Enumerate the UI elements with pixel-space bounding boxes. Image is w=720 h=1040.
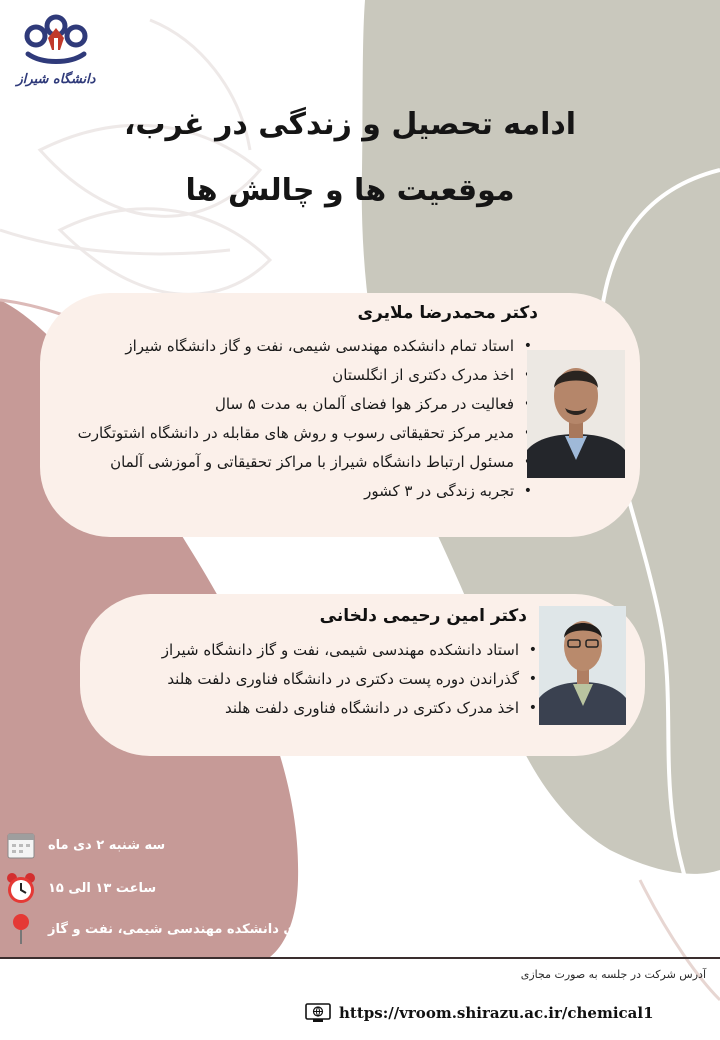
event-date-row <box>4 828 165 862</box>
list-item: • اخذ مدرک دکتری در دانشگاه فناوری دلفت هلند <box>162 694 541 723</box>
list-item: • استاد تمام دانشکده مهندسی شیمی، نفت و گاز دانشگاه شیراز <box>78 332 536 361</box>
event-time-row <box>4 871 156 905</box>
list-item: • استاد دانشکده مهندسی شیمی، نفت و گاز دانشگاه شیراز <box>162 636 541 665</box>
speaker-bullets <box>78 332 536 506</box>
logo-text: دانشگاه شیراز <box>16 72 96 87</box>
footer-divider <box>0 957 720 959</box>
web-icon <box>305 1003 331 1023</box>
speaker-name: دکتر امین رحیمی دلخانی <box>319 606 527 626</box>
title-line-2: موقعیت ها و چالش ها <box>185 173 515 208</box>
event-date: سه شنبه ۲ دی ماه <box>48 837 166 853</box>
url-row <box>305 1000 654 1026</box>
event-location: سعدی دانشکده مهندسی شیمی، نفت و گاز <box>48 921 323 937</box>
list-item: • فعالیت در مرکز هوا فضای آلمان به مدت ۵ سال <box>78 390 536 419</box>
list-item: • مسئول ارتباط دانشگاه شیراز با مراکز تحقیقاتی و آموزشی آلمان <box>78 448 536 477</box>
event-location-row <box>4 912 323 946</box>
speaker-photo-2 <box>539 606 626 725</box>
pushpin-icon <box>4 912 38 946</box>
list-item: • اخذ مدرک دکتری از انگلستان <box>78 361 536 390</box>
speaker-name: دکتر محمدرضا ملایری <box>357 303 538 323</box>
address-label: آدرس شرکت در جلسه به صورت مجازی <box>520 968 706 981</box>
speaker-photo-1 <box>527 350 625 478</box>
list-item: • تجربه زندگی در ۳ کشور <box>78 477 536 506</box>
page-title <box>100 92 600 224</box>
alarm-clock-icon <box>4 871 38 905</box>
title-line-1: ادامه تحصیل و زندگی در غرب، <box>123 107 577 142</box>
list-item: • مدیر مرکز تحقیقاتی رسوب و روش های مقابله در دانشگاه اشتوتگارت <box>78 419 536 448</box>
list-item: • گذراندن دوره پست دکتری در دانشگاه فناوری دلفت هلند <box>162 665 541 694</box>
event-time: ساعت ۱۳ الی ۱۵ <box>48 880 157 896</box>
calendar-icon <box>4 828 38 862</box>
meeting-url-link[interactable]: https://vroom.shirazu.ac.ir/chemical1 <box>339 1004 654 1022</box>
speaker-bullets <box>162 636 541 723</box>
